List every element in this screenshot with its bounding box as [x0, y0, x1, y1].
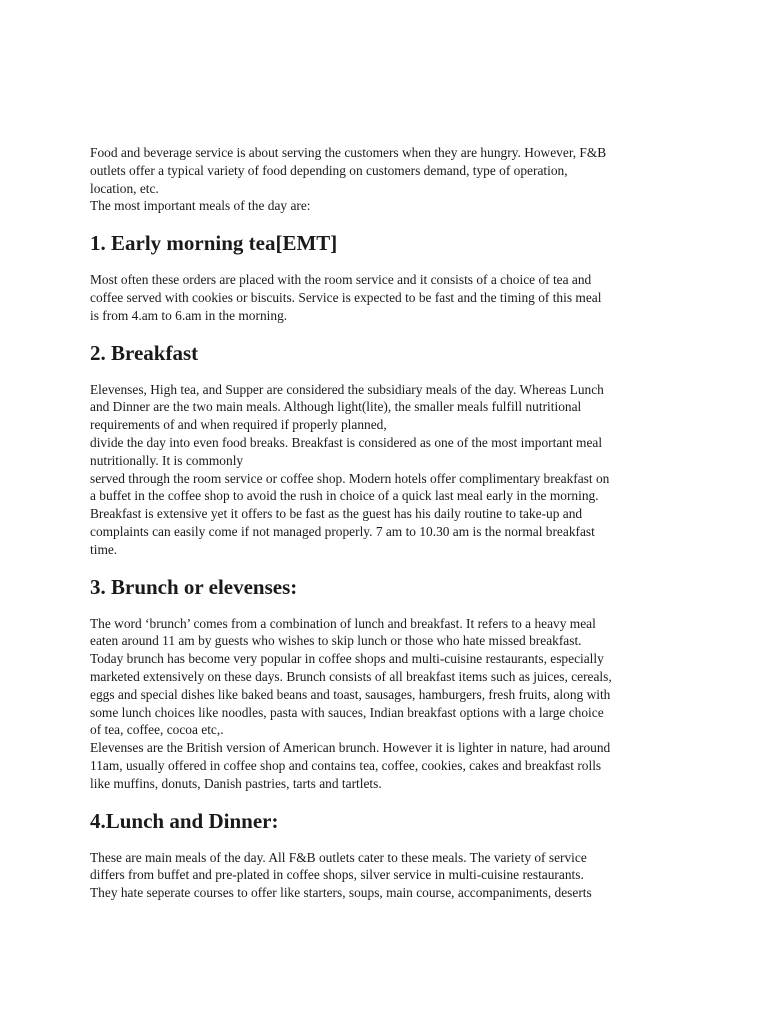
text-line: Elevenses, High tea, and Supper are considered the subsidiary meals of the day. Whereas Lunch	[90, 381, 604, 397]
paragraph-early-morning-tea	[90, 271, 686, 324]
text-line: time.	[90, 541, 118, 557]
text-line: like muffins, donuts, Danish pastries, tarts and tartlets.	[90, 775, 382, 791]
text-line: coffee served with cookies or biscuits. Service is expected to be fast and the timing of this meal	[90, 289, 602, 305]
text-line: requirements of and when required if properly planned,	[90, 417, 387, 433]
text-line: They hate seperate courses to offer like starters, soups, main course, accompaniments, deserts	[90, 885, 592, 901]
paragraph-brunch	[90, 615, 686, 793]
text-line: 11am, usually offered in coffee shop and contains tea, coffee, cookies, cakes and breakfast rolls	[90, 757, 602, 773]
text-line: Today brunch has become very popular in coffee shops and multi-cuisine restaurants, especially	[90, 651, 604, 667]
text-line: Elevenses are the British version of American brunch. However it is lighter in nature, had around	[90, 740, 611, 756]
text-line: and Dinner are the two main meals. Although light(lite), the smaller meals fulfill nutritional	[90, 399, 582, 415]
text-line: The most important meals of the day are:	[90, 198, 311, 214]
text-line: The word ‘brunch’ comes from a combination of lunch and breakfast. It refers to a heavy meal	[90, 615, 596, 631]
text-line: differs from buffet and pre-plated in coffee shops, silver service in multi-cuisine restaurants.	[90, 867, 584, 883]
heading-early-morning-tea: 1. Early morning tea[EMT]	[90, 231, 338, 256]
text-line: outlets offer a typical variety of food depending on customers demand, type of operation,	[90, 162, 568, 178]
text-line: marketed extensively on these days. Brunch consists of all breakfast items such as juices, cereals,	[90, 668, 612, 684]
text-line: divide the day into even food breaks. Breakfast is considered as one of the most important meal	[90, 434, 603, 450]
text-line: eaten around 11 am by guests who wishes to skip lunch or those who hate missed breakfast.	[90, 633, 582, 649]
paragraph-lunch-dinner	[90, 849, 686, 902]
paragraph-breakfast	[90, 381, 686, 559]
document-page	[90, 144, 686, 902]
text-line: Breakfast is extensive yet it offers to be fast as the guest has his daily routine to take-up and	[90, 506, 583, 522]
heading-brunch: 3. Brunch or elevenses:	[90, 574, 298, 599]
text-line: nutritionally. It is commonly	[90, 452, 244, 468]
text-line: location, etc.	[90, 180, 159, 196]
text-line: some lunch choices like noodles, pasta with sauces, Indian breakfast options with a large choice	[90, 704, 604, 720]
text-line: served through the room service or coffee shop. Modern hotels offer complimentary breakfast on	[90, 470, 610, 486]
text-line: Food and beverage service is about serving the customers when they are hungry. However, F&B	[90, 145, 607, 160]
text-line: Most often these orders are placed with the room service and it consists of a choice of tea and	[90, 272, 592, 288]
text-line: of tea, coffee, cocoa etc,.	[90, 722, 224, 738]
text-line: complaints can easily come if not managed properly. 7 am to 10.30 am is the normal breakfast	[90, 523, 595, 539]
text-line: These are main meals of the day. All F&B outlets cater to these meals. The variety of service	[90, 849, 587, 865]
text-line: is from 4.am to 6.am in the morning.	[90, 307, 288, 323]
heading-lunch-dinner: 4.Lunch and Dinner:	[90, 808, 279, 833]
intro-paragraph	[90, 144, 686, 215]
heading-breakfast: 2. Breakfast	[90, 340, 199, 365]
text-line: a buffet in the coffee shop to avoid the rush in choice of a quick last meal early in the morning.	[90, 488, 599, 504]
text-line: eggs and special dishes like baked beans and toast, sausages, hamburgers, fresh fruits, along with	[90, 686, 611, 702]
